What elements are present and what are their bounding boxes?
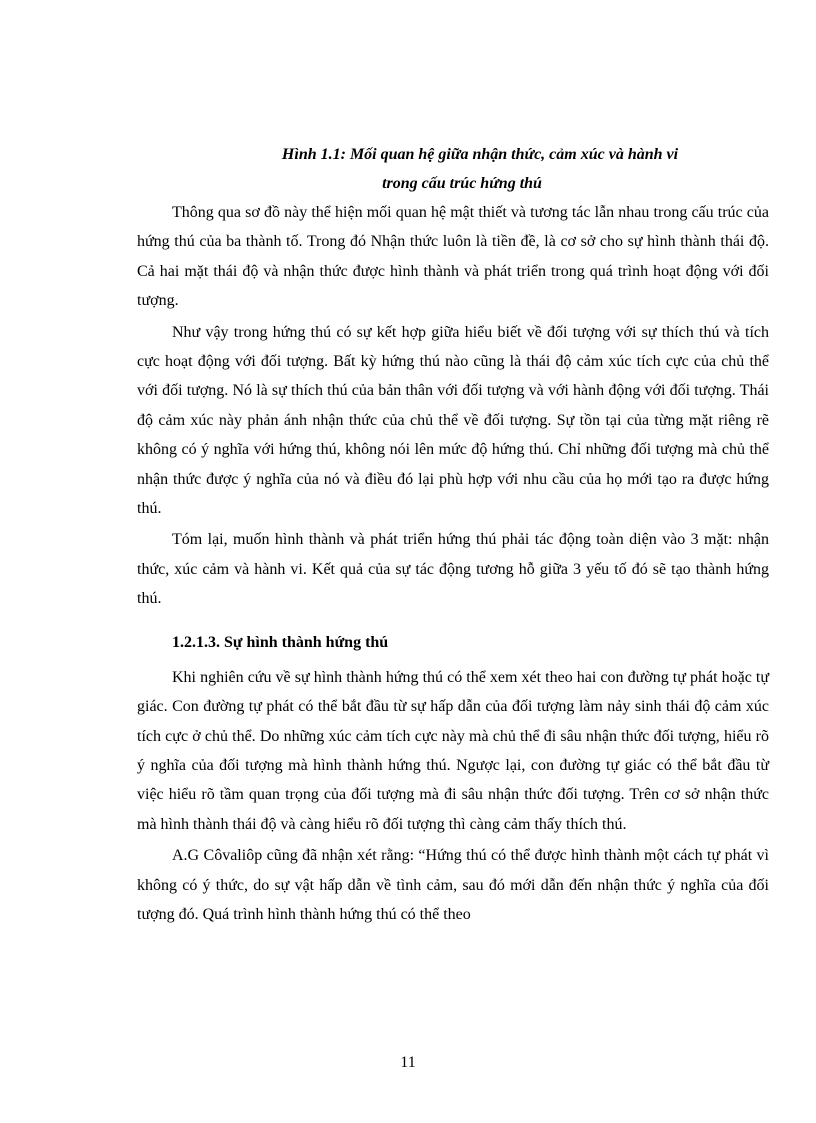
figure-caption-line-1: Hình 1.1: Mối quan hệ giữa nhận thức, cảm xúc và hành vi — [281, 146, 679, 163]
paragraph-4: Khi nghiên cứu về sự hình thành hứng thú có thể xem xét theo hai con đường tự phát hoặc tự giác. Con đường tự phát có thể bắt đầu từ sự hấp dẫn của đối tượng làm nảy sinh thái độ cảm xúc tích cực ở chủ thể. Do những xúc cảm tích cực này mà chủ thể đi sâu nhận thức đối tượng, hiểu rõ ý nghĩa của đối tượng mà hình thành hứng thú. Ngược lại, con đường tự giác có thể bắt đầu từ việc hiểu rõ tầm quan trọng của đối tượng mà đi sâu nhận thức đối tượng. Trên cơ sở nhận thức mà hình thành thái độ và càng hiểu rõ đối tượng thì càng cảm thấy thích thú. — [137, 668, 769, 833]
section-heading: 1.2.1.3. Sự hình thành hứng thú — [172, 633, 389, 651]
paragraph-5: A.G Côvaliôp cũng đã nhận xét rằng: “Hứng thú có thể được hình thành một cách tự phát vì không có ý thức, do sự vật hấp dẫn về tình cảm, sau đó mới dẫn đến nhận thức ý nghĩa của đối tượng đó. Quá trình hình thành hứng thú có thể theo — [137, 847, 769, 923]
page-content — [137, 140, 769, 929]
figure-caption-line-2: trong cấu trúc hứng thú — [382, 175, 542, 192]
figure-caption — [137, 140, 769, 198]
paragraph-2: Như vậy trong hứng thú có sự kết hợp giữa hiểu biết về đối tượng với sự thích thú và tích cực hoạt động với đối tượng. Bất kỳ hứng thú nào cũng là thái độ cảm xúc tích cực của chủ thể với đối tượng. Nó là sự thích thú của bản thân với đối tượng và với hành động với đối tượng. Thái độ cảm xúc này phản ánh nhận thức của chủ thể về đối tượng. Sự tồn tại của từng mặt riêng rẽ không có ý nghĩa với hứng thú, không nói lên mức độ hứng thú. Chỉ những đối tượng mà chủ thể nhận thức được ý nghĩa của nó và điều đó lại phù hợp với nhu cầu của họ mới tạo ra được hứng thú. — [137, 323, 769, 518]
paragraph-3: Tóm lại, muốn hình thành và phát triển hứng thú phải tác động toàn diện vào 3 mặt: nhận thức, xúc cảm và hành vi. Kết quả của sự tác động tương hỗ giữa 3 yếu tố đó sẽ tạo thành hứng thú. — [137, 531, 769, 608]
paragraph-1: Thông qua sơ đồ này thể hiện mối quan hệ mật thiết và tương tác lẫn nhau trong cấu trúc của hứng thú của ba thành tố. Trong đó Nhận thức luôn là tiền đề, là cơ sở cho sự hình thành thái độ. Cả hai mặt thái độ và nhận thức được hình thành và phát triển trong quá trình hoạt động với đối tượng. — [137, 204, 769, 310]
page-number: 11 — [400, 1054, 416, 1071]
